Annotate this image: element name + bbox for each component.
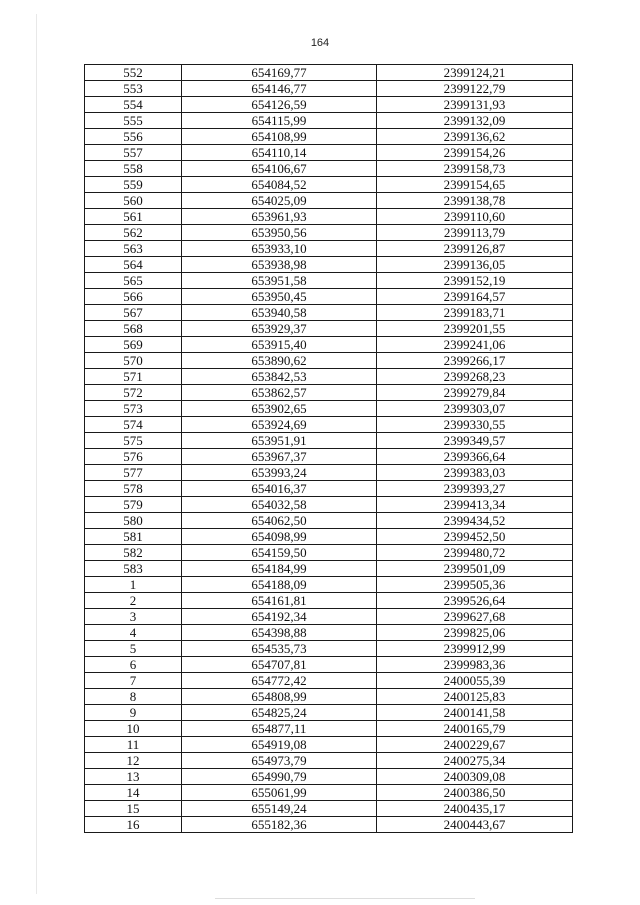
table-row xyxy=(85,337,573,353)
y-coordinate-cell: 2399152,19 xyxy=(377,273,573,289)
x-coordinate-cell: 654808,99 xyxy=(182,689,377,705)
y-coordinate-cell: 2399912,99 xyxy=(377,641,573,657)
table-row xyxy=(85,705,573,721)
x-coordinate-cell: 653842,53 xyxy=(182,369,377,385)
point-number-cell: 554 xyxy=(85,97,182,113)
y-coordinate-cell: 2399480,72 xyxy=(377,545,573,561)
x-coordinate-cell: 654126,59 xyxy=(182,97,377,113)
table-row xyxy=(85,609,573,625)
y-coordinate-cell: 2399268,23 xyxy=(377,369,573,385)
table-row xyxy=(85,737,573,753)
y-coordinate-cell: 2399154,26 xyxy=(377,145,573,161)
y-coordinate-cell: 2399266,17 xyxy=(377,353,573,369)
x-coordinate-cell: 654877,11 xyxy=(182,721,377,737)
point-number-cell: 2 xyxy=(85,593,182,609)
table-row xyxy=(85,209,573,225)
table-row xyxy=(85,657,573,673)
table-row xyxy=(85,401,573,417)
x-coordinate-cell: 654016,37 xyxy=(182,481,377,497)
table-row xyxy=(85,193,573,209)
table-row xyxy=(85,721,573,737)
table-row xyxy=(85,97,573,113)
point-number-cell: 8 xyxy=(85,689,182,705)
y-coordinate-cell: 2400165,79 xyxy=(377,721,573,737)
x-coordinate-cell: 654973,79 xyxy=(182,753,377,769)
x-coordinate-cell: 654161,81 xyxy=(182,593,377,609)
point-number-cell: 558 xyxy=(85,161,182,177)
table-row xyxy=(85,81,573,97)
table-row xyxy=(85,289,573,305)
point-number-cell: 570 xyxy=(85,353,182,369)
table-row xyxy=(85,449,573,465)
x-coordinate-cell: 654825,24 xyxy=(182,705,377,721)
y-coordinate-cell: 2400125,83 xyxy=(377,689,573,705)
y-coordinate-cell: 2400386,50 xyxy=(377,785,573,801)
y-coordinate-cell: 2400443,67 xyxy=(377,817,573,833)
coordinates-table xyxy=(84,64,573,833)
point-number-cell: 574 xyxy=(85,417,182,433)
y-coordinate-cell: 2399136,05 xyxy=(377,257,573,273)
y-coordinate-cell: 2400275,34 xyxy=(377,753,573,769)
x-coordinate-cell: 653967,37 xyxy=(182,449,377,465)
x-coordinate-cell: 653902,65 xyxy=(182,401,377,417)
y-coordinate-cell: 2399201,55 xyxy=(377,321,573,337)
y-coordinate-cell: 2399501,09 xyxy=(377,561,573,577)
x-coordinate-cell: 653951,91 xyxy=(182,433,377,449)
point-number-cell: 552 xyxy=(85,65,182,81)
point-number-cell: 565 xyxy=(85,273,182,289)
point-number-cell: 16 xyxy=(85,817,182,833)
point-number-cell: 567 xyxy=(85,305,182,321)
x-coordinate-cell: 654398,88 xyxy=(182,625,377,641)
y-coordinate-cell: 2400141,58 xyxy=(377,705,573,721)
x-coordinate-cell: 654707,81 xyxy=(182,657,377,673)
table-row xyxy=(85,177,573,193)
y-coordinate-cell: 2399366,64 xyxy=(377,449,573,465)
x-coordinate-cell: 654032,58 xyxy=(182,497,377,513)
point-number-cell: 15 xyxy=(85,801,182,817)
x-coordinate-cell: 654919,08 xyxy=(182,737,377,753)
point-number-cell: 14 xyxy=(85,785,182,801)
point-number-cell: 9 xyxy=(85,705,182,721)
x-coordinate-cell: 655182,36 xyxy=(182,817,377,833)
table-row xyxy=(85,433,573,449)
y-coordinate-cell: 2399413,34 xyxy=(377,497,573,513)
x-coordinate-cell: 653915,40 xyxy=(182,337,377,353)
y-coordinate-cell: 2399164,57 xyxy=(377,289,573,305)
point-number-cell: 5 xyxy=(85,641,182,657)
table-row xyxy=(85,385,573,401)
table-row xyxy=(85,225,573,241)
y-coordinate-cell: 2399627,68 xyxy=(377,609,573,625)
point-number-cell: 564 xyxy=(85,257,182,273)
point-number-cell: 7 xyxy=(85,673,182,689)
table-row xyxy=(85,113,573,129)
table-row xyxy=(85,465,573,481)
table-row xyxy=(85,65,573,81)
y-coordinate-cell: 2399122,79 xyxy=(377,81,573,97)
y-coordinate-cell: 2399330,55 xyxy=(377,417,573,433)
x-coordinate-cell: 654169,77 xyxy=(182,65,377,81)
table-row xyxy=(85,817,573,833)
x-coordinate-cell: 654110,14 xyxy=(182,145,377,161)
table-row xyxy=(85,353,573,369)
x-coordinate-cell: 654188,09 xyxy=(182,577,377,593)
point-number-cell: 4 xyxy=(85,625,182,641)
point-number-cell: 562 xyxy=(85,225,182,241)
point-number-cell: 11 xyxy=(85,737,182,753)
table-row xyxy=(85,689,573,705)
x-coordinate-cell: 654146,77 xyxy=(182,81,377,97)
x-coordinate-cell: 654098,99 xyxy=(182,529,377,545)
table-row xyxy=(85,481,573,497)
table-row xyxy=(85,785,573,801)
coordinates-table-body xyxy=(85,65,573,833)
y-coordinate-cell: 2400055,39 xyxy=(377,673,573,689)
table-row xyxy=(85,513,573,529)
y-coordinate-cell: 2399241,06 xyxy=(377,337,573,353)
point-number-cell: 579 xyxy=(85,497,182,513)
x-coordinate-cell: 654106,67 xyxy=(182,161,377,177)
table-row xyxy=(85,561,573,577)
y-coordinate-cell: 2399183,71 xyxy=(377,305,573,321)
x-coordinate-cell: 653961,93 xyxy=(182,209,377,225)
y-coordinate-cell: 2399393,27 xyxy=(377,481,573,497)
point-number-cell: 568 xyxy=(85,321,182,337)
x-coordinate-cell: 654115,99 xyxy=(182,113,377,129)
y-coordinate-cell: 2399505,36 xyxy=(377,577,573,593)
table-row xyxy=(85,241,573,257)
point-number-cell: 569 xyxy=(85,337,182,353)
point-number-cell: 3 xyxy=(85,609,182,625)
point-number-cell: 556 xyxy=(85,129,182,145)
x-coordinate-cell: 654990,79 xyxy=(182,769,377,785)
point-number-cell: 581 xyxy=(85,529,182,545)
x-coordinate-cell: 654108,99 xyxy=(182,129,377,145)
x-coordinate-cell: 653938,98 xyxy=(182,257,377,273)
point-number-cell: 563 xyxy=(85,241,182,257)
table-row xyxy=(85,577,573,593)
table-row xyxy=(85,625,573,641)
table-row xyxy=(85,545,573,561)
x-coordinate-cell: 655061,99 xyxy=(182,785,377,801)
point-number-cell: 553 xyxy=(85,81,182,97)
table-row xyxy=(85,529,573,545)
y-coordinate-cell: 2399154,65 xyxy=(377,177,573,193)
point-number-cell: 555 xyxy=(85,113,182,129)
table-row xyxy=(85,129,573,145)
point-number-cell: 575 xyxy=(85,433,182,449)
x-coordinate-cell: 653940,58 xyxy=(182,305,377,321)
point-number-cell: 572 xyxy=(85,385,182,401)
x-coordinate-cell: 653951,58 xyxy=(182,273,377,289)
y-coordinate-cell: 2399825,06 xyxy=(377,625,573,641)
x-coordinate-cell: 654025,09 xyxy=(182,193,377,209)
x-coordinate-cell: 653862,57 xyxy=(182,385,377,401)
table-row xyxy=(85,273,573,289)
point-number-cell: 560 xyxy=(85,193,182,209)
point-number-cell: 566 xyxy=(85,289,182,305)
x-coordinate-cell: 654772,42 xyxy=(182,673,377,689)
table-row xyxy=(85,673,573,689)
point-number-cell: 571 xyxy=(85,369,182,385)
x-coordinate-cell: 653924,69 xyxy=(182,417,377,433)
y-coordinate-cell: 2399383,03 xyxy=(377,465,573,481)
point-number-cell: 6 xyxy=(85,657,182,673)
point-number-cell: 582 xyxy=(85,545,182,561)
y-coordinate-cell: 2399124,21 xyxy=(377,65,573,81)
table-row xyxy=(85,321,573,337)
table-row xyxy=(85,593,573,609)
table-row xyxy=(85,369,573,385)
x-coordinate-cell: 653929,37 xyxy=(182,321,377,337)
table-row xyxy=(85,753,573,769)
y-coordinate-cell: 2399136,62 xyxy=(377,129,573,145)
y-coordinate-cell: 2399113,79 xyxy=(377,225,573,241)
y-coordinate-cell: 2399303,07 xyxy=(377,401,573,417)
table-row xyxy=(85,641,573,657)
y-coordinate-cell: 2399434,52 xyxy=(377,513,573,529)
page-number: 164 xyxy=(310,37,330,49)
point-number-cell: 583 xyxy=(85,561,182,577)
x-coordinate-cell: 654535,73 xyxy=(182,641,377,657)
x-coordinate-cell: 653950,45 xyxy=(182,289,377,305)
y-coordinate-cell: 2399126,87 xyxy=(377,241,573,257)
y-coordinate-cell: 2399526,64 xyxy=(377,593,573,609)
scan-bottom-line xyxy=(215,898,475,899)
point-number-cell: 1 xyxy=(85,577,182,593)
x-coordinate-cell: 653950,56 xyxy=(182,225,377,241)
x-coordinate-cell: 654084,52 xyxy=(182,177,377,193)
x-coordinate-cell: 654062,50 xyxy=(182,513,377,529)
x-coordinate-cell: 655149,24 xyxy=(182,801,377,817)
table-row xyxy=(85,801,573,817)
y-coordinate-cell: 2400435,17 xyxy=(377,801,573,817)
point-number-cell: 577 xyxy=(85,465,182,481)
y-coordinate-cell: 2399452,50 xyxy=(377,529,573,545)
point-number-cell: 557 xyxy=(85,145,182,161)
scan-edge-line xyxy=(36,14,37,894)
x-coordinate-cell: 654192,34 xyxy=(182,609,377,625)
point-number-cell: 561 xyxy=(85,209,182,225)
table-row xyxy=(85,305,573,321)
y-coordinate-cell: 2400309,08 xyxy=(377,769,573,785)
x-coordinate-cell: 654159,50 xyxy=(182,545,377,561)
point-number-cell: 559 xyxy=(85,177,182,193)
table-row xyxy=(85,497,573,513)
point-number-cell: 12 xyxy=(85,753,182,769)
table-row xyxy=(85,257,573,273)
point-number-cell: 10 xyxy=(85,721,182,737)
table-row xyxy=(85,769,573,785)
point-number-cell: 13 xyxy=(85,769,182,785)
y-coordinate-cell: 2399349,57 xyxy=(377,433,573,449)
y-coordinate-cell: 2399138,78 xyxy=(377,193,573,209)
table-row xyxy=(85,145,573,161)
table-row xyxy=(85,161,573,177)
point-number-cell: 580 xyxy=(85,513,182,529)
y-coordinate-cell: 2399983,36 xyxy=(377,657,573,673)
point-number-cell: 576 xyxy=(85,449,182,465)
point-number-cell: 578 xyxy=(85,481,182,497)
y-coordinate-cell: 2399131,93 xyxy=(377,97,573,113)
y-coordinate-cell: 2399132,09 xyxy=(377,113,573,129)
table-row xyxy=(85,417,573,433)
point-number-cell: 573 xyxy=(85,401,182,417)
y-coordinate-cell: 2399110,60 xyxy=(377,209,573,225)
y-coordinate-cell: 2399158,73 xyxy=(377,161,573,177)
x-coordinate-cell: 653890,62 xyxy=(182,353,377,369)
x-coordinate-cell: 653933,10 xyxy=(182,241,377,257)
y-coordinate-cell: 2399279,84 xyxy=(377,385,573,401)
x-coordinate-cell: 653993,24 xyxy=(182,465,377,481)
x-coordinate-cell: 654184,99 xyxy=(182,561,377,577)
y-coordinate-cell: 2400229,67 xyxy=(377,737,573,753)
